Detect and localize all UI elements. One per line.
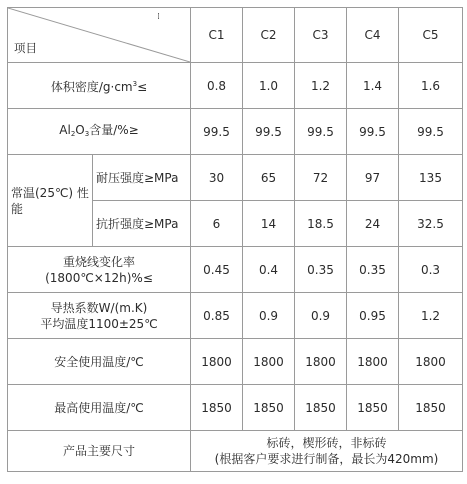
size-value-line2: (根据客户要求进行制备，最长为420mm) (214, 452, 439, 466)
header-row (8, 8, 463, 63)
table-cell: 65 (243, 155, 295, 201)
table-cell: 0.8 (191, 63, 243, 109)
column-header: C4 (347, 8, 399, 63)
table-cell: 32.5 (399, 201, 463, 247)
table-cell: 1800 (399, 339, 463, 385)
table-row (8, 155, 463, 201)
table-cell: 1850 (243, 385, 295, 431)
table-cell: 0.9 (295, 293, 347, 339)
table-cell: 97 (347, 155, 399, 201)
table-cell: 99.5 (295, 109, 347, 155)
density-label-tail: ≤ (137, 80, 148, 94)
table-cell: 1.6 (399, 63, 463, 109)
alumina-label-sub2: 3 (84, 129, 90, 138)
table-cell: 24 (347, 201, 399, 247)
table-cell: 99.5 (191, 109, 243, 155)
table-row (8, 431, 463, 472)
header-mark: ⁞ (157, 12, 160, 22)
table-cell: 1800 (295, 339, 347, 385)
table-cell: 1850 (295, 385, 347, 431)
header-item-cell (8, 8, 191, 63)
table-cell: 1.4 (347, 63, 399, 109)
table-row (8, 385, 463, 431)
alumina-label-c: 含量/%≥ (89, 122, 139, 137)
row-label-density (8, 63, 191, 109)
thermal-label-line2: 平均温度1100±25℃ (40, 316, 158, 331)
table-cell: 99.5 (399, 109, 463, 155)
row-label-room-temp: 常温(25℃) 性能 (8, 155, 93, 247)
table-cell: 0.9 (243, 293, 295, 339)
table-cell: 0.3 (399, 247, 463, 293)
thermal-label-line1: 导热系数W/(m.K) (50, 300, 148, 315)
density-label-sup: 3 (132, 80, 138, 88)
column-header: C2 (243, 8, 295, 63)
reheat-label-line1: 重烧线变化率 (62, 254, 135, 269)
table-cell: 0.45 (191, 247, 243, 293)
table-cell: 1800 (347, 339, 399, 385)
table-cell: 1.2 (399, 293, 463, 339)
row-label-thermal (8, 293, 191, 339)
row-label-reheat (8, 247, 191, 293)
table-row (8, 339, 463, 385)
column-header: C5 (399, 8, 463, 63)
row-label-max-temp: 最高使用温度/℃ (8, 385, 191, 431)
table-cell: 0.4 (243, 247, 295, 293)
row-label-size: 产品主要尺寸 (8, 431, 191, 472)
table-row (8, 247, 463, 293)
table-row (8, 109, 463, 155)
table-cell: 1850 (399, 385, 463, 431)
alumina-label-a: Al (59, 122, 71, 137)
table-cell: 1800 (191, 339, 243, 385)
alumina-label-sub1: 2 (70, 129, 76, 138)
table-row (8, 63, 463, 109)
header-item-label: 项目 (14, 41, 37, 55)
table-cell: 135 (399, 155, 463, 201)
size-value-line1: 标砖，楔形砖，非标砖 (266, 436, 387, 450)
alumina-label-b: O (75, 122, 85, 137)
table-cell: 1.0 (243, 63, 295, 109)
column-header: C3 (295, 8, 347, 63)
table-cell: 72 (295, 155, 347, 201)
table-row (8, 293, 463, 339)
table-cell: 30 (191, 155, 243, 201)
reheat-label-line2: (1800℃×12h)%≤ (45, 270, 153, 285)
row-label-compressive: 耐压强度≥MPa (93, 155, 191, 201)
table-cell: 14 (243, 201, 295, 247)
spec-table (7, 7, 463, 472)
table-cell: 0.35 (347, 247, 399, 293)
size-value-cell (191, 431, 463, 472)
table-cell: 0.95 (347, 293, 399, 339)
row-label-safe-temp: 安全使用温度/℃ (8, 339, 191, 385)
table-cell: 99.5 (347, 109, 399, 155)
table-cell: 6 (191, 201, 243, 247)
table-cell: 99.5 (243, 109, 295, 155)
row-label-alumina (8, 109, 191, 155)
column-header: C1 (191, 8, 243, 63)
table-cell: 0.85 (191, 293, 243, 339)
table-cell: 1850 (191, 385, 243, 431)
table-cell: 0.35 (295, 247, 347, 293)
table-cell: 1800 (243, 339, 295, 385)
density-label-main: 体积密度/g·cm (50, 80, 133, 94)
table-cell: 1.2 (295, 63, 347, 109)
table-cell: 18.5 (295, 201, 347, 247)
table-cell: 1850 (347, 385, 399, 431)
row-label-flexural: 抗折强度≥MPa (93, 201, 191, 247)
